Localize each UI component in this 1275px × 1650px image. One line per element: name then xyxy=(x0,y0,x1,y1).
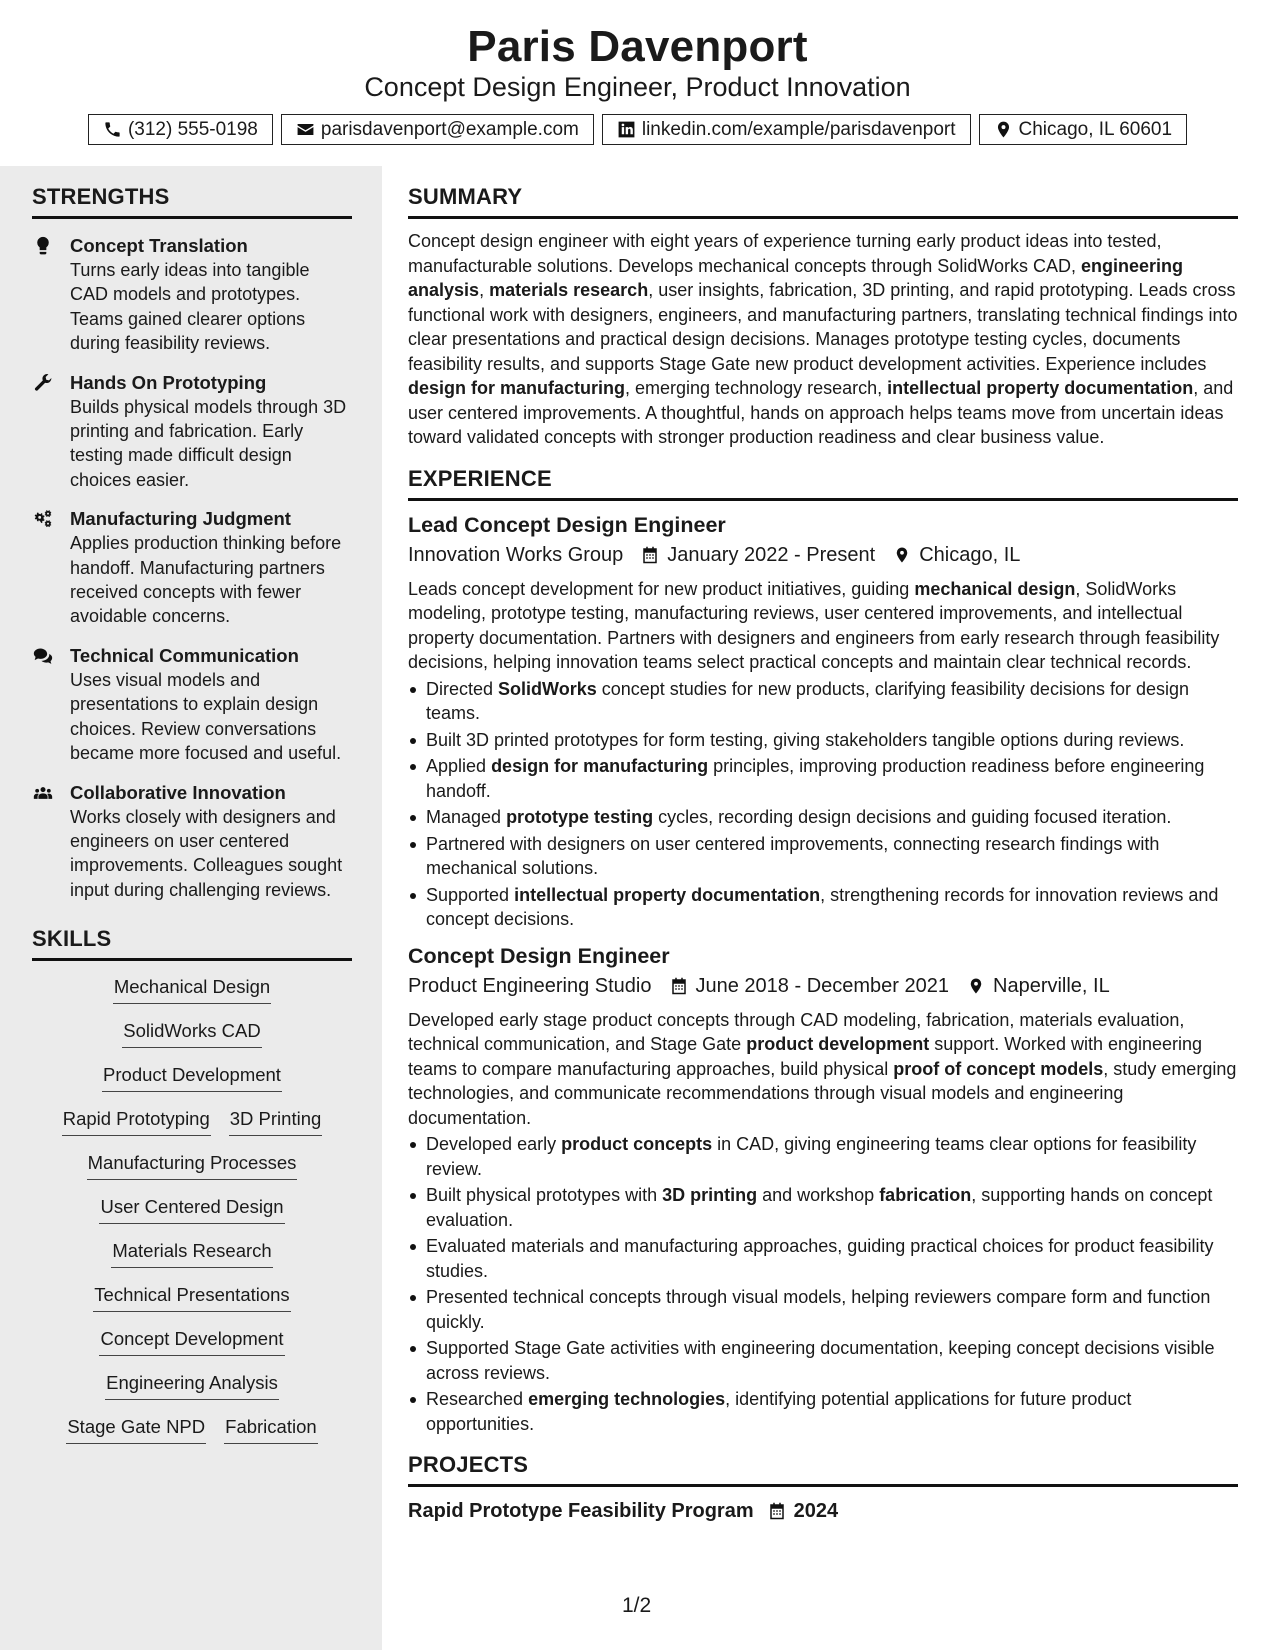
text-run: Directed xyxy=(426,678,499,699)
projects-heading: PROJECTS xyxy=(408,1452,1238,1487)
job-bullets xyxy=(408,677,1238,932)
job-dates: January 2022 - Present xyxy=(667,543,876,566)
skill-tag: Stage Gate NPD xyxy=(66,1415,206,1444)
contact-linkedin-text: linkedin.com/example/parisdavenport xyxy=(641,118,956,140)
lightbulb-icon xyxy=(32,236,54,256)
candidate-title: Concept Design Engineer, Product Innovation xyxy=(364,72,911,102)
bold-keyword: materials research xyxy=(489,280,649,300)
skill-row xyxy=(99,1327,284,1356)
job-meta xyxy=(408,541,1238,569)
skill-tag: Mechanical Design xyxy=(113,975,271,1004)
skill-tag: Technical Presentations xyxy=(93,1283,290,1312)
skill-row xyxy=(93,1283,290,1312)
bold-keyword: mechanical design xyxy=(914,578,1076,599)
text-run: Leads concept development for new product initiatives, guiding xyxy=(408,578,915,599)
strength-desc: Uses visual models and presentations to explain design choices. Review conversations became more focused and useful. xyxy=(70,669,342,764)
summary-heading: SUMMARY xyxy=(408,184,1238,219)
job-description xyxy=(408,577,1238,675)
bullet-item xyxy=(408,1387,1238,1436)
contact-bar xyxy=(0,114,1275,145)
job-title: Concept Design Engineer xyxy=(408,943,670,968)
strength-desc: Works closely with designers and engineers on user centered improvements. Colleagues sought input during challenging reviews. xyxy=(70,806,343,900)
strength-item xyxy=(32,643,352,766)
text-run: principles, improving production readiness before engineering handoff. xyxy=(426,756,1205,801)
bullet-item xyxy=(408,1285,1238,1334)
bold-keyword: 3D printing xyxy=(662,1185,758,1205)
skill-row xyxy=(105,1371,279,1400)
strength-name: Hands On Prototyping xyxy=(70,371,267,393)
page-number: 1/2 xyxy=(622,1594,652,1617)
text-run: Partnered with designers on user centered improvements, connecting research findings with mechanical solutions. xyxy=(426,833,1160,878)
project-title: Rapid Prototype Feasibility Program xyxy=(408,1500,754,1522)
skill-tag: Product Development xyxy=(102,1063,282,1092)
bullet-item xyxy=(408,754,1238,803)
bullet-item xyxy=(408,1336,1238,1385)
skill-tag: Rapid Prototyping xyxy=(62,1107,211,1136)
project-entry xyxy=(408,1497,1238,1525)
skills-list xyxy=(32,975,352,1444)
strength-item xyxy=(32,370,352,493)
bullet-item xyxy=(408,677,1238,726)
strength-name: Concept Translation xyxy=(70,235,248,256)
skill-row xyxy=(62,1107,323,1136)
gears-icon xyxy=(32,509,54,529)
main-content xyxy=(408,184,1238,1525)
strength-name: Technical Communication xyxy=(70,644,299,666)
users-icon xyxy=(32,783,54,803)
strength-item xyxy=(32,780,352,903)
text-run: support. Worked with engineering teams to compare manufacturing approaches, build physical xyxy=(408,1034,1203,1079)
text-run: cycles, recording design decisions and guiding focused iteration. xyxy=(653,807,1172,827)
bold-keyword: design for manufacturing xyxy=(491,756,709,776)
bullet-item xyxy=(408,805,1238,830)
job-company: Product Engineering Studio xyxy=(408,974,652,997)
text-run: Applied xyxy=(426,756,492,776)
skill-row xyxy=(87,1151,298,1180)
bullet-item xyxy=(408,832,1238,881)
strength-name: Collaborative Innovation xyxy=(70,781,286,803)
skill-tag: Materials Research xyxy=(111,1239,272,1268)
bold-keyword: fabrication xyxy=(879,1185,972,1205)
text-run: , study emerging technologies, and communicate recommendations through visual models and engineering documentation. xyxy=(408,1058,1237,1128)
job-company: Innovation Works Group xyxy=(408,543,624,566)
calendar-icon xyxy=(768,1501,786,1521)
text-run: , identifying potential applications for future product opportunities. xyxy=(426,1389,1132,1434)
bold-keyword: design for manufacturing xyxy=(408,378,626,398)
bullet-item xyxy=(408,1132,1238,1181)
contact-phone-text: (312) 555-0198 xyxy=(127,118,258,140)
phone-icon xyxy=(103,120,122,139)
text-run: Supported Stage Gate activities with engineering documentation, keeping concept decisions visible across reviews. xyxy=(426,1338,1215,1383)
skill-row xyxy=(111,1239,272,1268)
text-run: Built 3D printed prototypes for form testing, giving stakeholders tangible options during reviews. xyxy=(426,729,1185,750)
skills-heading: SKILLS xyxy=(32,926,352,961)
text-run: Built physical prototypes with xyxy=(426,1185,663,1205)
contact-location-text: Chicago, IL 60601 xyxy=(1018,118,1173,140)
job-location: Naperville, IL xyxy=(993,974,1110,997)
bold-keyword: SolidWorks xyxy=(498,678,597,699)
text-run: , xyxy=(479,280,490,300)
contact-email-text: parisdavenport@example.com xyxy=(320,118,579,140)
skill-row xyxy=(99,1195,284,1224)
summary-text xyxy=(408,229,1238,450)
bold-keyword: prototype testing xyxy=(506,807,654,827)
skill-tag: Manufacturing Processes xyxy=(87,1151,298,1180)
envelope-icon xyxy=(296,120,315,139)
text-run: in CAD, giving engineering teams clear options for feasibility review. xyxy=(426,1134,1197,1179)
text-run: , user insights, fabrication, 3D printing, and rapid prototyping. Leads cross functional work with designers, engineers, and manufacturing partners, translating technical findings into clear presentations and practical design decisions. Manages prototype testing cycles, documents feasibility results, and supports Stage Gate new product development activities. Experience includes xyxy=(408,280,1238,374)
strength-desc: Builds physical models through 3D printing and fabrication. Early testing made difficult design choices easier. xyxy=(70,396,347,490)
strength-item xyxy=(32,233,352,356)
skill-row xyxy=(122,1019,261,1048)
text-run: Developed early xyxy=(426,1134,562,1154)
location-pin-icon xyxy=(994,120,1013,139)
bullet-item xyxy=(408,1234,1238,1283)
bold-keyword: intellectual property documentation xyxy=(887,378,1194,398)
text-run: , emerging technology research, xyxy=(625,378,888,398)
skill-row xyxy=(102,1063,282,1092)
job-entry xyxy=(408,511,1238,932)
bullet-item xyxy=(408,883,1238,932)
location-pin-icon xyxy=(967,976,985,996)
text-run: Concept design engineer with eight years of experience turning early product ideas into tested, manufacturable solutions. Develops mechanical concepts through SolidWorks CAD, xyxy=(408,231,1162,276)
skill-tag: 3D Printing xyxy=(229,1107,323,1136)
calendar-icon xyxy=(670,976,688,996)
bold-keyword: proof of concept models xyxy=(893,1058,1104,1079)
calendar-icon xyxy=(641,545,659,565)
text-run: , strengthening records for innovation reviews and concept decisions. xyxy=(426,884,1219,929)
bold-keyword: engineering analysis xyxy=(408,255,1184,300)
linkedin-icon xyxy=(617,120,636,139)
job-dates: June 2018 - December 2021 xyxy=(695,974,949,997)
job-title: Lead Concept Design Engineer xyxy=(408,512,726,537)
contact-email[interactable] xyxy=(281,114,594,145)
strength-name: Manufacturing Judgment xyxy=(70,508,291,530)
skill-tag: Engineering Analysis xyxy=(105,1371,279,1400)
sidebar xyxy=(0,166,382,1650)
comments-icon xyxy=(32,646,54,666)
location-pin-icon xyxy=(893,545,911,565)
job-meta xyxy=(408,972,1238,1000)
text-run: , and user centered improvements. A thoughtful, hands on approach helps teams move from uncertain ideas toward validated concepts with stronger production readiness and clear business value. xyxy=(408,378,1234,447)
contact-phone[interactable] xyxy=(88,114,273,145)
bold-keyword: intellectual property documentation xyxy=(514,884,821,905)
job-location: Chicago, IL xyxy=(919,543,1021,566)
bold-keyword: emerging technologies xyxy=(528,1389,726,1409)
text-run: Developed early stage product concepts through CAD modeling, fabrication, materials evaluation, technical communication, and Stage Gate xyxy=(408,1009,1185,1054)
text-run: and workshop xyxy=(757,1185,880,1205)
bullet-item xyxy=(408,1183,1238,1232)
contact-linkedin[interactable] xyxy=(602,114,971,145)
text-run: Evaluated materials and manufacturing approaches, guiding practical choices for product feasibility studies. xyxy=(426,1236,1214,1281)
strength-desc: Applies production thinking before handoff. Manufacturing partners received concepts with fewer avoidable concerns. xyxy=(70,533,342,627)
text-run: Presented technical concepts through visual models, helping reviewers compare form and function quickly. xyxy=(426,1287,1211,1332)
wrench-icon xyxy=(32,373,54,393)
project-year: 2024 xyxy=(793,1500,839,1522)
skill-tag: User Centered Design xyxy=(99,1195,284,1224)
strength-desc: Turns early ideas into tangible CAD models and prototypes. Teams gained clearer options during feasibility reviews. xyxy=(70,260,310,354)
candidate-name: Paris Davenport xyxy=(467,22,808,71)
skill-tag: Fabrication xyxy=(224,1415,318,1444)
job-description xyxy=(408,1008,1238,1131)
contact-location xyxy=(979,114,1188,145)
skill-tag: Concept Development xyxy=(99,1327,284,1356)
skill-row xyxy=(113,975,271,1004)
experience-heading: EXPERIENCE xyxy=(408,466,1238,501)
strengths-heading: STRENGTHS xyxy=(32,184,352,219)
strength-item xyxy=(32,506,352,629)
job-bullets xyxy=(408,1132,1238,1436)
skill-row xyxy=(66,1415,317,1444)
text-run: concept studies for new products, clarifying feasibility decisions for design teams. xyxy=(426,678,1190,723)
text-run: Supported xyxy=(426,884,515,905)
text-run: Researched xyxy=(426,1389,529,1409)
resume-header xyxy=(0,0,1275,166)
bullet-item xyxy=(408,728,1238,753)
text-run: Managed xyxy=(426,807,507,827)
skill-tag: SolidWorks CAD xyxy=(122,1019,261,1048)
job-entry xyxy=(408,942,1238,1437)
bold-keyword: product development xyxy=(746,1034,930,1054)
text-run: , supporting hands on concept evaluation. xyxy=(426,1185,1213,1230)
bold-keyword: product concepts xyxy=(561,1134,713,1154)
text-run: , SolidWorks modeling, prototype testing, manufacturing reviews, user centered improvements, and intellectual property documentation. Partners with designers and engineers from early research through feasibility decisions, helping innovation teams select practical concepts and maintain clear technical records. xyxy=(408,578,1220,672)
